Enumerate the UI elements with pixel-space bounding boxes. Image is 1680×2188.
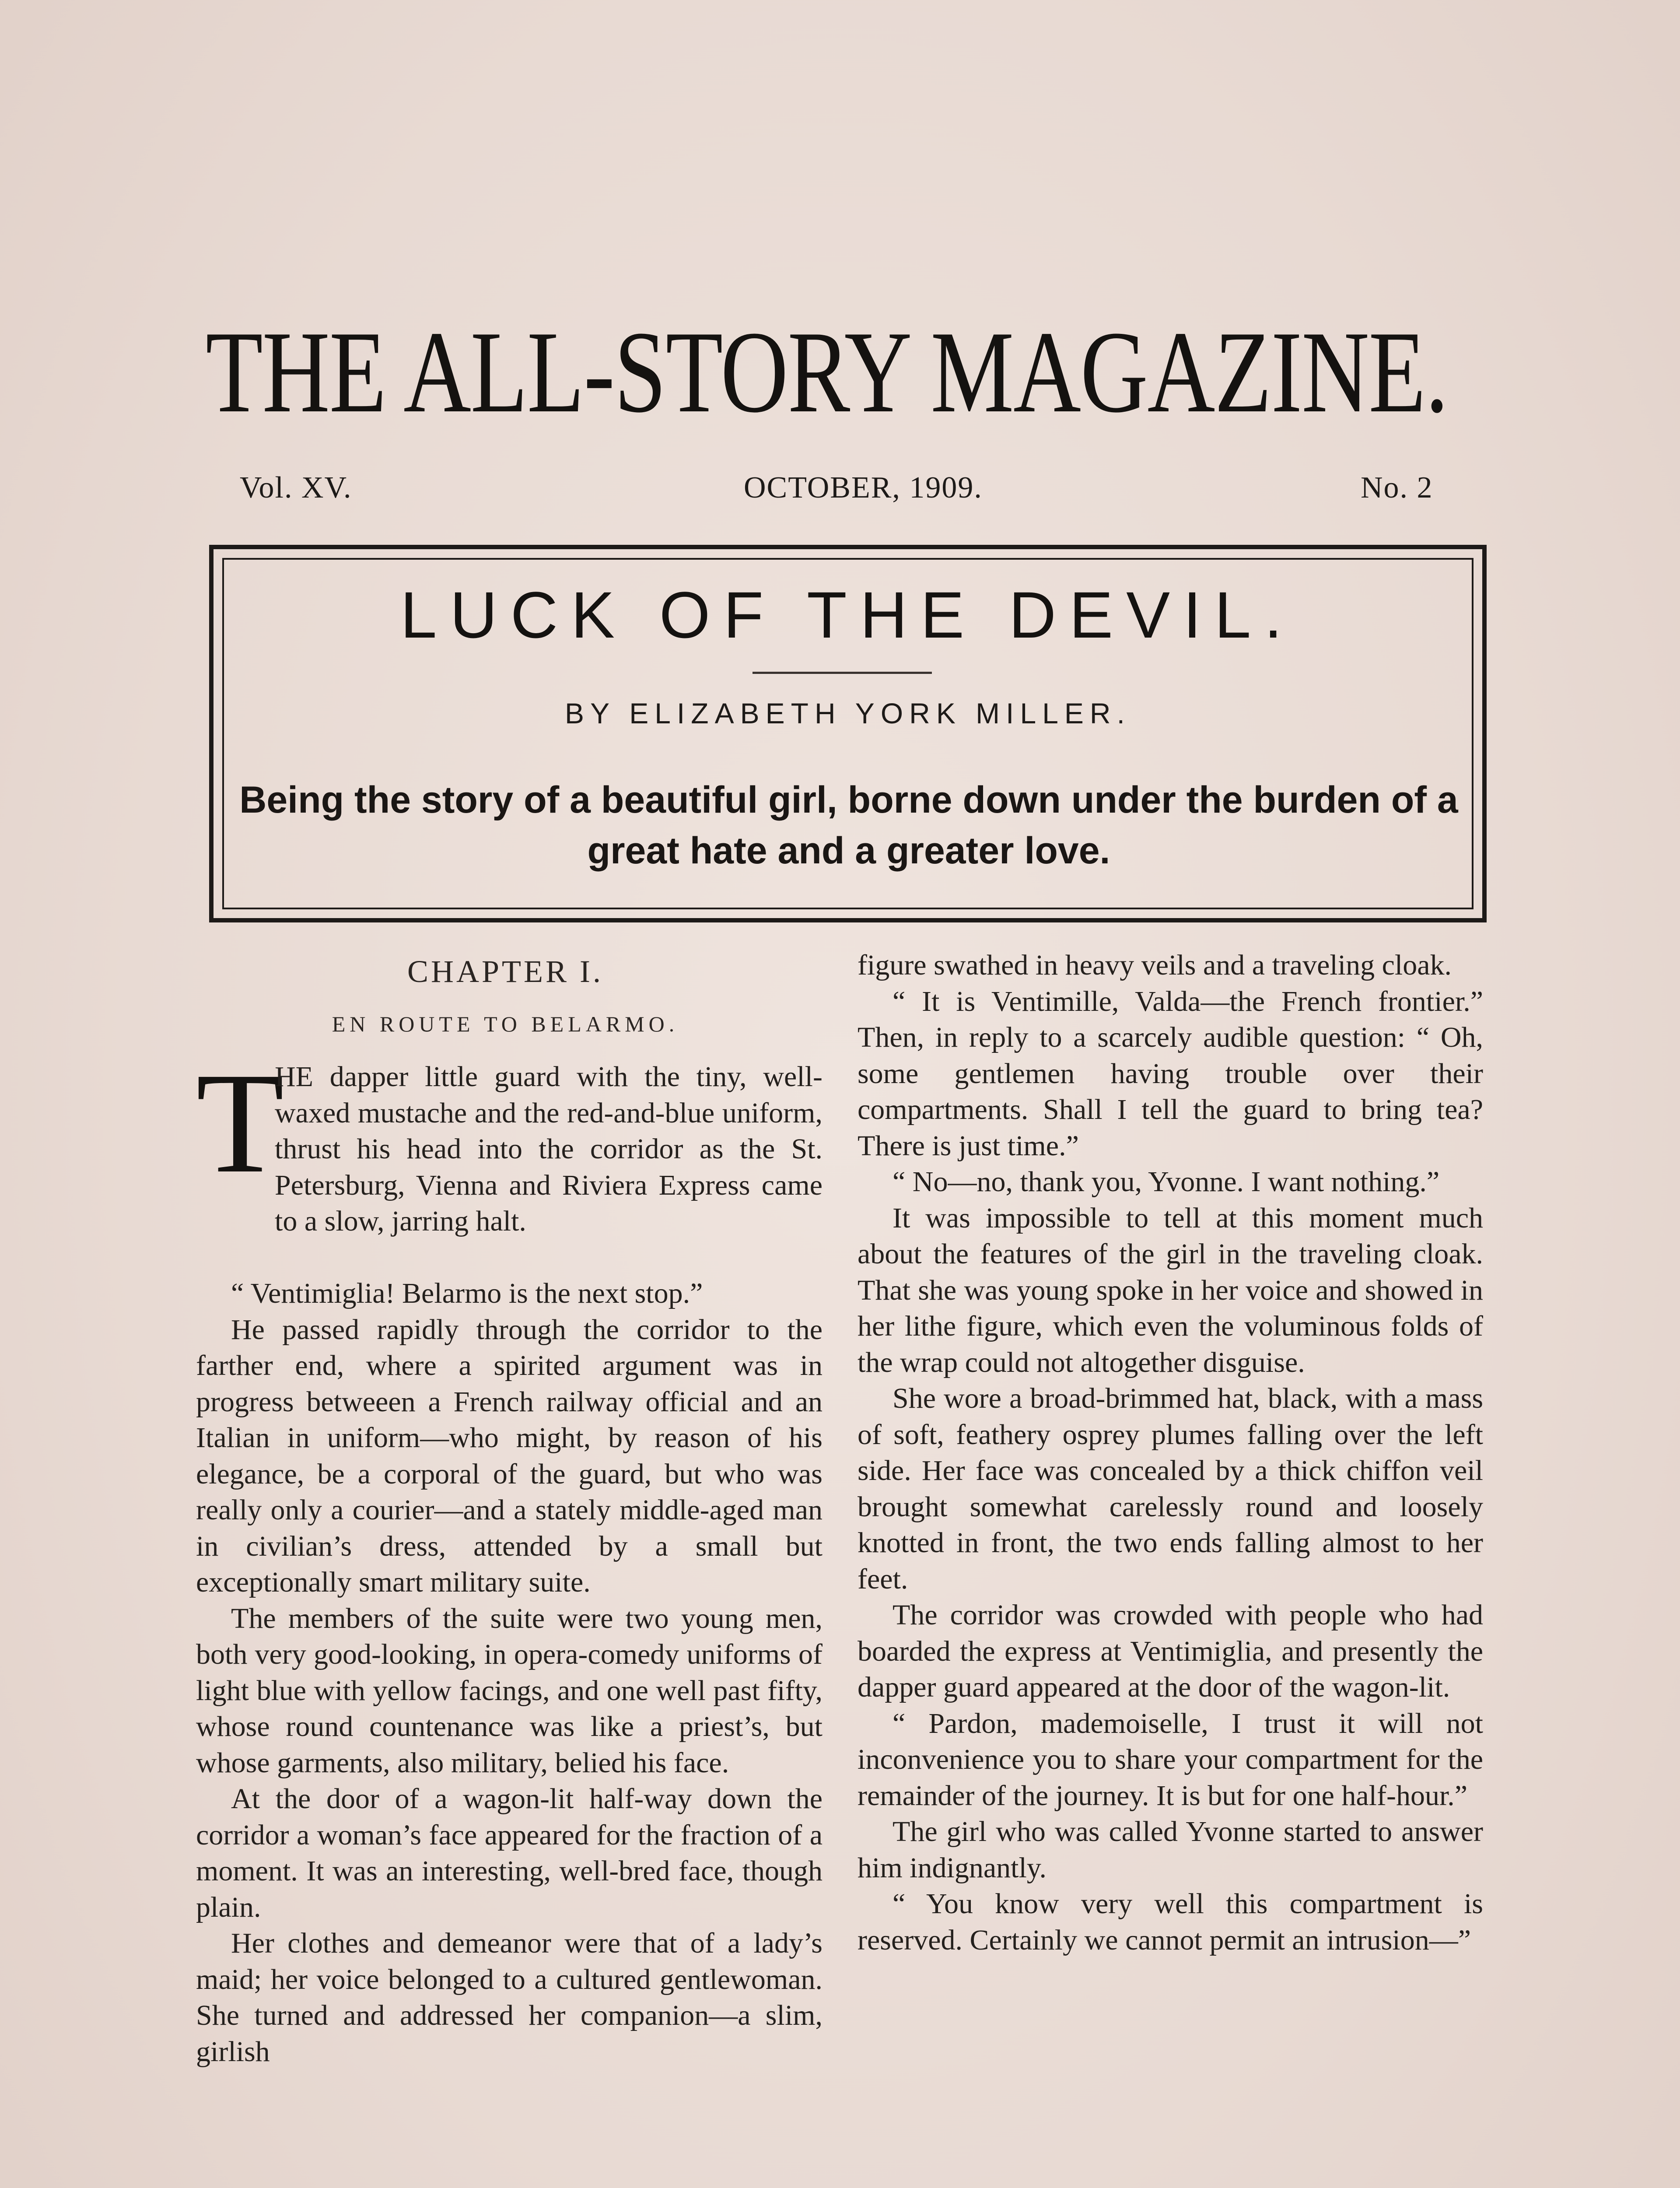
paragraph: The members of the suite were two young men, both very good-looking, in opera-comedy uniforms of light blue with yellow facings, and one well past fifty, whose round countenance was like a priest’s, but whose garments, also military, belied his face. — [196, 1602, 822, 1779]
story-title: LUCK OF THE DEVIL. — [400, 578, 1295, 652]
column-1-opening — [196, 1059, 822, 1240]
paragraph: figure swathed in heavy veils and a traveling cloak. — [858, 949, 1452, 981]
paragraph: She wore a broad-brimmed hat, black, with a mass of soft, feathery osprey plumes falling over the left side. Her face was concealed by a thick chiffon veil brought somewhat carelessly round and loosely knotted in front, the two ends falling almost to her feet. — [858, 1382, 1483, 1595]
paragraph: He passed rapidly through the corridor to the farther end, where a spirited argument was in progress betweeen a French railway official and an Italian in uniform—who might, by reason of his elegance, be a corporal of the guard, but who was really only a courier—and a stately middle-aged man in civilian’s dress, attended by a small but exceptionally smart military suite. — [196, 1313, 822, 1598]
column-2-body — [858, 947, 1483, 1958]
paragraph: At the door of a wagon-lit half-way down the corridor a woman’s face appeared for the fraction of a moment. It was an interesting, well-bred face, though plain. — [196, 1783, 822, 1923]
paragraph: “ It is Ventimille, Valda—the French frontier.” Then, in reply to a scarcely audible question: “ Oh, some gentlemen having trouble over their compartments. Shall I tell the guard to bring tea? There is just time.” — [858, 985, 1483, 1162]
title-divider — [752, 672, 932, 674]
opening-paragraph: HE dapper little guard with the tiny, well-waxed mustache and the red-and-blue uniform, thrust his head into the corridor as the St. Petersburg, Vienna and Riviera Express came to a slow, jarring halt. — [275, 1061, 822, 1237]
story-byline: BY ELIZABETH YORK MILLER. — [565, 697, 1131, 729]
chapter-subheading: EN ROUTE TO BELARMO. — [332, 1012, 679, 1036]
paragraph: It was impossible to tell at this moment much about the features of the girl in the traveling cloak. That she was young spoke in her voice and showed in her lithe figure, which even the voluminous folds of the wrap could not altogether disguise. — [858, 1202, 1483, 1378]
magazine-masthead: THE ALL-STORY MAGAZINE. — [206, 307, 1448, 437]
paragraph: The corridor was crowded with people who had boarded the express at Ventimiglia, and presently the dapper guard appeared at the door of the wagon-lit. — [858, 1599, 1483, 1703]
chapter-heading: CHAPTER I. — [407, 954, 604, 989]
issue-date: OCTOBER, 1909. — [744, 471, 983, 505]
issue-number: No. 2 — [1361, 471, 1433, 505]
paragraph: The girl who was called Yvonne started to answer him indignantly. — [858, 1816, 1483, 1884]
story-subtitle: Being the story of a beautiful girl, borne down under the burden of a great hate and a greater love. — [239, 779, 1458, 872]
paragraph: “ You know very well this compartment is reserved. Certainly we cannot permit an intrusion—” — [858, 1888, 1483, 1956]
volume-label: Vol. XV. — [240, 471, 352, 505]
paragraph: “ No—no, thank you, Yvonne. I want nothing.” — [892, 1166, 1440, 1198]
paragraph: Her clothes and demeanor were that of a lady’s maid; her voice belonged to a cultured gentlewoman. She turned and addressed her companion—a slim, girlish — [196, 1927, 822, 2068]
column-1-body — [196, 1276, 822, 2070]
paragraph: “ Ventimiglia! Belarmo is the next stop.” — [231, 1277, 703, 1309]
paragraph: “ Pardon, mademoiselle, I trust it will not inconvenience you to share your compartment for the remainder of the journey. It is but for one half-hour.” — [858, 1707, 1483, 1812]
drop-cap: T — [196, 1043, 284, 1203]
